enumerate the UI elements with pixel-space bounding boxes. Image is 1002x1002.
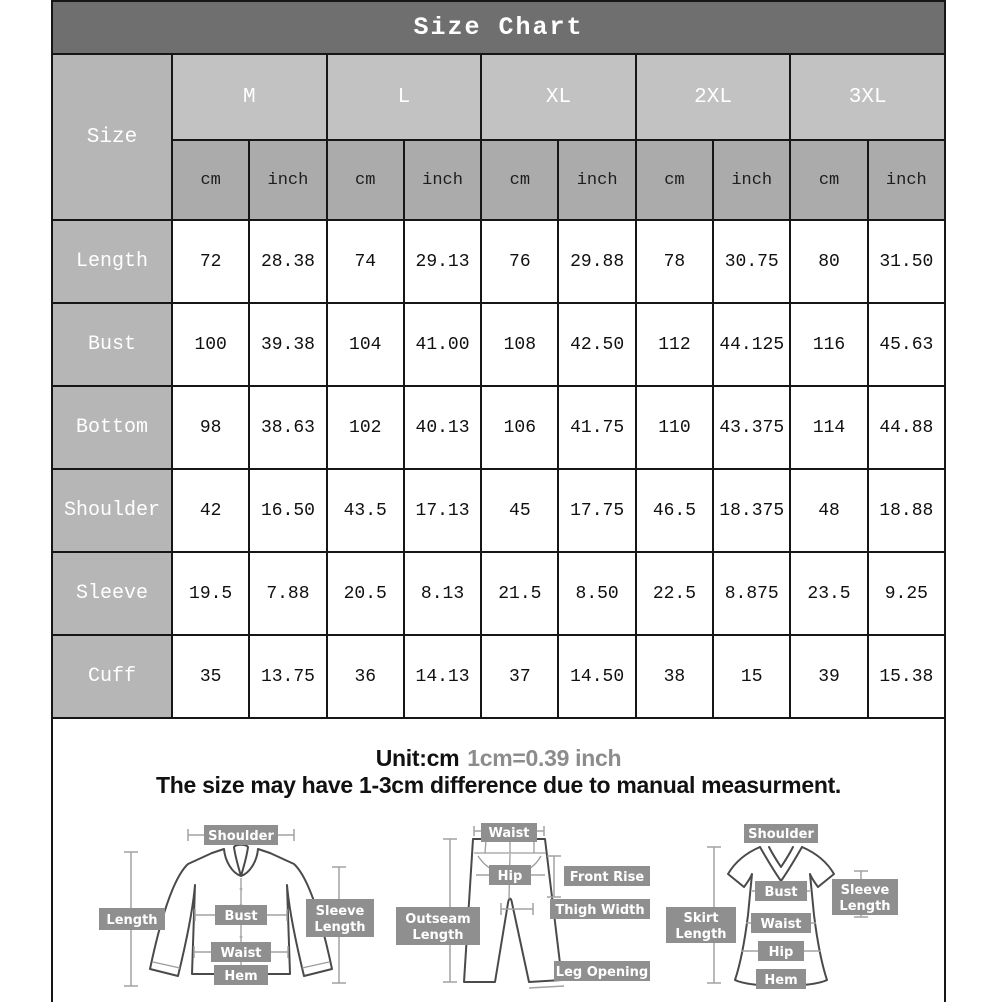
unit-header-cm: cm <box>636 140 713 220</box>
shirt-length-label <box>99 908 165 930</box>
row-label-sleeve: Sleeve <box>52 552 172 635</box>
size-value-cell: 16.50 <box>249 469 326 552</box>
unit-header-cm: cm <box>172 140 249 220</box>
size-value-cell: 98 <box>172 386 249 469</box>
size-value-cell: 38.63 <box>249 386 326 469</box>
dress-bust-label <box>755 881 807 901</box>
label-text: Bust <box>224 909 258 924</box>
size-value-cell: 116 <box>790 303 867 386</box>
shirt-sleeve-length-label <box>306 899 374 937</box>
size-value-cell: 45.63 <box>868 303 945 386</box>
label-text: Length <box>106 913 158 928</box>
unit-header-inch: inch <box>868 140 945 220</box>
dress-hem-label <box>756 969 806 989</box>
size-value-cell: 14.50 <box>558 635 635 718</box>
label-text: Hem <box>224 969 258 984</box>
size-value-cell: 41.75 <box>558 386 635 469</box>
label-text: Front Rise <box>569 870 644 885</box>
size-col-header-3xl: 3XL <box>790 54 945 140</box>
size-value-cell: 35 <box>172 635 249 718</box>
size-value-cell: 22.5 <box>636 552 713 635</box>
size-value-cell: 80 <box>790 220 867 303</box>
size-value-cell: 14.13 <box>404 635 481 718</box>
size-value-cell: 28.38 <box>249 220 326 303</box>
size-value-cell: 114 <box>790 386 867 469</box>
dress-collar <box>760 847 802 881</box>
disclaimer-note: The size may have 1-3cm difference due to manual measurment. <box>155 772 842 798</box>
size-value-cell: 8.50 <box>558 552 635 635</box>
unit-header-inch: inch <box>558 140 635 220</box>
label-text: Length <box>411 928 464 943</box>
size-value-cell: 9.25 <box>868 552 945 635</box>
label-text: Waist <box>220 946 262 961</box>
size-value-cell: 76 <box>481 220 558 303</box>
size-header-row <box>52 54 945 140</box>
size-value-cell: 38 <box>636 635 713 718</box>
row-label-bottom: Bottom <box>52 386 172 469</box>
size-value-cell: 104 <box>327 303 404 386</box>
shirt-shoulder-label <box>204 825 278 845</box>
label-text: Sleeve <box>840 883 890 898</box>
size-value-cell: 18.375 <box>713 469 790 552</box>
size-col-header-xl: XL <box>481 54 636 140</box>
pants-leg-opening-label <box>554 961 650 981</box>
page-title: Size Chart <box>51 0 946 53</box>
shirt-bust-label <box>215 905 267 925</box>
dress-sleeve-length-label <box>832 879 898 915</box>
pants-front-rise-label <box>564 866 650 886</box>
size-chart-sheet <box>51 0 946 1002</box>
size-col-header-2xl: 2XL <box>636 54 791 140</box>
unit-header-cm: cm <box>790 140 867 220</box>
size-value-cell: 43.375 <box>713 386 790 469</box>
corner-header-size: Size <box>52 54 172 220</box>
label-text: Shoulder <box>208 829 274 844</box>
shirt-button <box>240 936 243 939</box>
leg-opening-measure-line <box>529 986 564 988</box>
size-value-cell: 74 <box>327 220 404 303</box>
table-row <box>52 552 945 635</box>
dress-hip-label <box>758 941 804 961</box>
size-value-cell: 39 <box>790 635 867 718</box>
size-value-cell: 78 <box>636 220 713 303</box>
dress-waist-label <box>751 913 811 933</box>
size-value-cell: 100 <box>172 303 249 386</box>
size-value-cell: 48 <box>790 469 867 552</box>
size-value-cell: 110 <box>636 386 713 469</box>
label-text: Length <box>675 927 727 942</box>
label-text: Waist <box>760 917 802 932</box>
row-label-cuff: Cuff <box>52 635 172 718</box>
label-text: Waist <box>487 826 530 841</box>
row-label-length: Length <box>52 220 172 303</box>
size-value-cell: 72 <box>172 220 249 303</box>
label-text: Shoulder <box>748 827 814 842</box>
unit-header-cm: cm <box>327 140 404 220</box>
size-value-cell: 21.5 <box>481 552 558 635</box>
shirt-waist-label <box>211 942 271 962</box>
size-value-cell: 106 <box>481 386 558 469</box>
label-text: Length <box>314 920 366 935</box>
size-value-cell: 40.13 <box>404 386 481 469</box>
unit-header-inch: inch <box>404 140 481 220</box>
size-value-cell: 102 <box>327 386 404 469</box>
label-text: Outseam <box>404 912 471 927</box>
table-row <box>52 303 945 386</box>
size-value-cell: 43.5 <box>327 469 404 552</box>
shirt-hem-label <box>214 965 268 985</box>
unit-header-row <box>52 140 945 220</box>
notes-section <box>51 719 946 1002</box>
unit-header-inch: inch <box>713 140 790 220</box>
size-value-cell: 30.75 <box>713 220 790 303</box>
size-value-cell: 15 <box>713 635 790 718</box>
pants-outseam-label <box>396 907 480 945</box>
size-value-cell: 8.13 <box>404 552 481 635</box>
pants-waist-label <box>481 823 537 842</box>
table-row <box>52 635 945 718</box>
size-value-cell: 13.75 <box>249 635 326 718</box>
label-text: Thigh Width <box>554 903 645 918</box>
size-value-cell: 20.5 <box>327 552 404 635</box>
size-value-cell: 39.38 <box>249 303 326 386</box>
size-value-cell: 41.00 <box>404 303 481 386</box>
label-text: Leg Opening <box>555 965 648 980</box>
table-row <box>52 469 945 552</box>
size-value-cell: 17.13 <box>404 469 481 552</box>
size-value-cell: 7.88 <box>249 552 326 635</box>
size-value-cell: 29.88 <box>558 220 635 303</box>
size-value-cell: 45 <box>481 469 558 552</box>
label-text: Skirt <box>683 911 719 926</box>
table-row <box>52 220 945 303</box>
conversion-note: 1cm=0.39 inch <box>467 745 622 771</box>
size-value-cell: 29.13 <box>404 220 481 303</box>
unit-header-cm: cm <box>481 140 558 220</box>
size-value-cell: 44.125 <box>713 303 790 386</box>
size-value-cell: 112 <box>636 303 713 386</box>
size-table-body <box>52 220 945 718</box>
label-text: Hip <box>497 869 522 884</box>
size-chart-table <box>51 53 946 719</box>
label-text: Hem <box>764 973 798 988</box>
pants-thigh-width-label <box>550 899 650 919</box>
row-label-shoulder: Shoulder <box>52 469 172 552</box>
size-value-cell: 44.88 <box>868 386 945 469</box>
size-value-cell: 46.5 <box>636 469 713 552</box>
size-col-header-m: M <box>172 54 327 140</box>
size-value-cell: 19.5 <box>172 552 249 635</box>
dress-skirt-length-label <box>666 907 736 943</box>
label-text: Bust <box>764 885 798 900</box>
size-value-cell: 18.88 <box>868 469 945 552</box>
size-value-cell: 8.875 <box>713 552 790 635</box>
row-label-bust: Bust <box>52 303 172 386</box>
shirt-diagram <box>91 823 391 995</box>
shirt-collar <box>212 845 270 876</box>
size-value-cell: 17.75 <box>558 469 635 552</box>
size-value-cell: 37 <box>481 635 558 718</box>
label-text: Hip <box>768 945 794 960</box>
size-value-cell: 36 <box>327 635 404 718</box>
measurement-diagrams <box>53 823 944 995</box>
size-col-header-l: L <box>327 54 482 140</box>
size-value-cell: 108 <box>481 303 558 386</box>
pants-diagram <box>394 823 654 995</box>
unit-note-line <box>53 745 944 772</box>
unit-label: Unit:cm <box>375 745 460 771</box>
label-text: Sleeve <box>315 904 365 919</box>
pants-hip-label <box>489 865 531 885</box>
table-row <box>52 386 945 469</box>
size-value-cell: 15.38 <box>868 635 945 718</box>
size-value-cell: 23.5 <box>790 552 867 635</box>
dress-diagram <box>656 823 906 995</box>
label-text: Length <box>839 899 891 914</box>
size-value-cell: 31.50 <box>868 220 945 303</box>
unit-header-inch: inch <box>249 140 326 220</box>
dress-shoulder-label <box>744 824 818 843</box>
shirt-button <box>240 888 243 891</box>
size-value-cell: 42 <box>172 469 249 552</box>
size-value-cell: 42.50 <box>558 303 635 386</box>
